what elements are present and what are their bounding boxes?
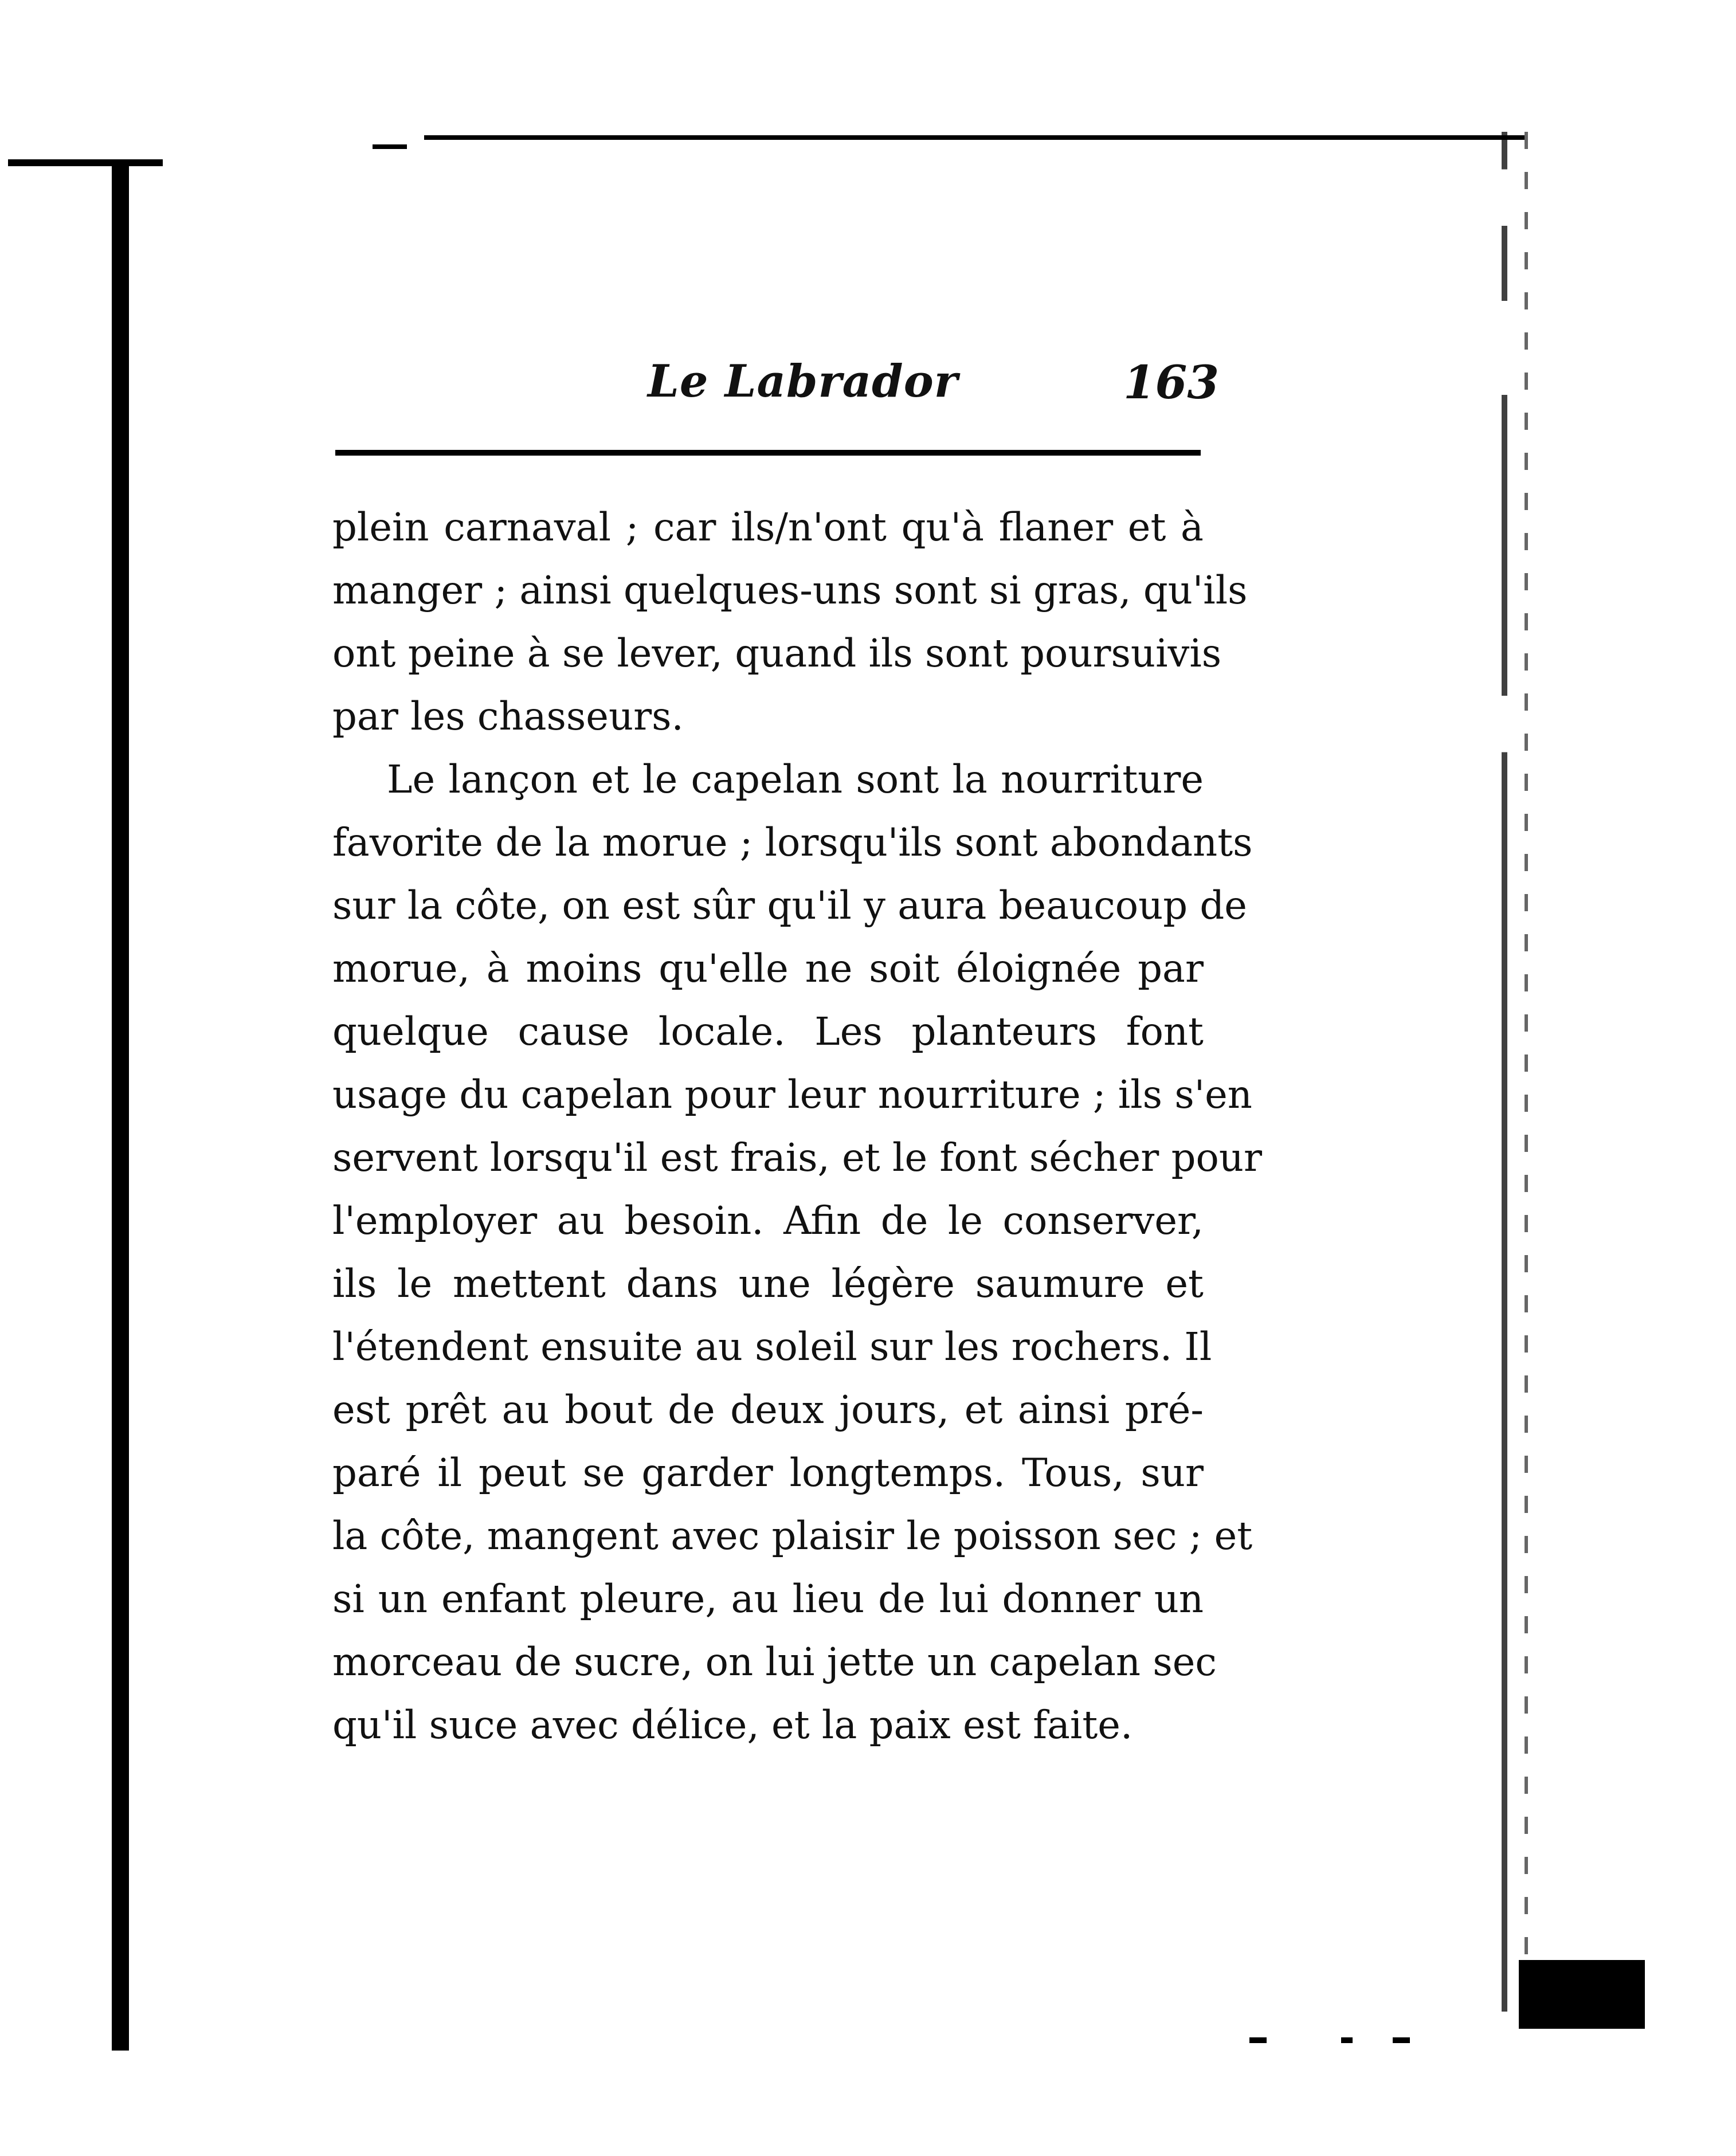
- scan-corner-shadow: [1519, 1960, 1645, 2029]
- body-text: [332, 496, 1263, 1757]
- text-line: la côte, mangent avec plaisir le poisson sec ; et: [332, 1514, 1253, 1558]
- scan-top-mark: [373, 144, 407, 149]
- scan-bottom-mark: [1249, 2037, 1267, 2043]
- running-head: [0, 355, 1736, 418]
- text-line: usage du capelan pour leur nourriture ; ils s'en: [332, 1072, 1252, 1117]
- text-line: quelque cause locale. Les planteurs font: [332, 1009, 1204, 1054]
- text-line: servent lorsqu'il est frais, et le font sécher pour: [332, 1135, 1263, 1180]
- text-line: morceau de sucre, on lui jette un capelan sec: [332, 1640, 1217, 1684]
- text-line: l'employer au besoin. Afin de le conserver,: [332, 1198, 1204, 1243]
- text-line: l'étendent ensuite au soleil sur les rochers. Il: [332, 1324, 1212, 1369]
- scan-bottom-mark: [1341, 2037, 1353, 2043]
- scan-top-edge: [424, 135, 1525, 140]
- text-line: plein carnaval ; car ils/n'ont qu'à flaner et à: [332, 505, 1204, 550]
- text-line: morue, à moins qu'elle ne soit éloignée par: [332, 946, 1204, 991]
- text-line: si un enfant pleure, au lieu de lui donner un: [332, 1577, 1204, 1621]
- running-title: Le Labrador: [648, 355, 958, 407]
- scan-binding-shadow: [112, 159, 129, 2051]
- text-line: par les chasseurs.: [332, 694, 684, 739]
- page-number: 163: [1123, 355, 1219, 409]
- text-line: ont peine à se lever, quand ils sont poursuivis: [332, 631, 1222, 676]
- text-line: ils le mettent dans une légère saumure et: [332, 1261, 1204, 1306]
- text-line: qu'il suce avec délice, et la paix est faite.: [332, 1703, 1133, 1747]
- scan-bottom-mark: [1393, 2037, 1410, 2043]
- text-line: favorite de la morue ; lorsqu'ils sont abondants: [332, 820, 1253, 865]
- text-line: manger ; ainsi quelques-uns sont si gras, qu'ils: [332, 568, 1248, 613]
- text-line: Le lançon et le capelan sont la nourriture: [387, 757, 1204, 802]
- header-rule: [335, 450, 1201, 456]
- text-line: est prêt au bout de deux jours, et ainsi pré-: [332, 1387, 1204, 1432]
- text-line: paré il peut se garder longtemps. Tous, sur: [332, 1451, 1204, 1495]
- scan-edge-mark: [8, 159, 163, 166]
- text-line: sur la côte, on est sûr qu'il y aura beaucoup de: [332, 883, 1247, 928]
